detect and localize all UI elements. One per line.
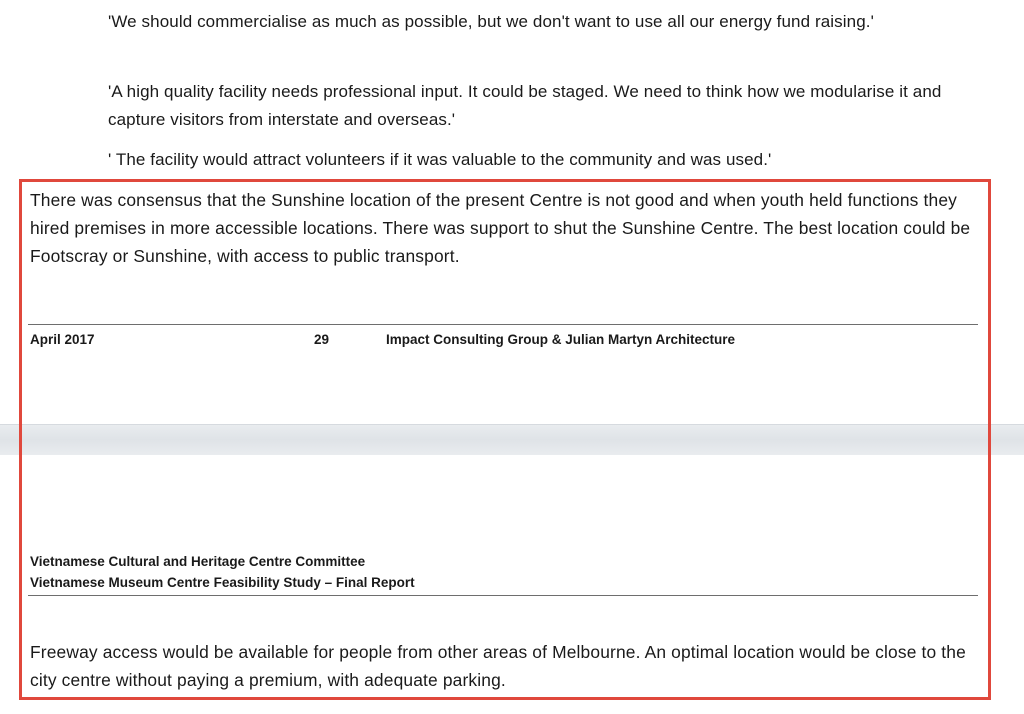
paragraph-freeway-access: Freeway access would be available for people from other areas of Melbourne. An optimal location would be close to the city centre without paying a premium, with adequate parking.: [30, 642, 966, 690]
header-report-title: Vietnamese Museum Centre Feasibility Study – Final Report: [30, 575, 415, 590]
paragraph-sunshine-location: There was consensus that the Sunshine location of the present Centre is not good and when youth held functions they hired premises in more accessible locations. There was support to shut the Sunshine Centre. The best location could be Footscray or Sunshine, with access to public transport.: [30, 190, 971, 266]
footer-date: April 2017: [30, 332, 95, 347]
quote-commercialise: 'We should commercialise as much as possible, but we don't want to use all our energy fund raising.': [108, 12, 874, 31]
quote-volunteers: ' The facility would attract volunteers if it was valuable to the community and was used.': [108, 150, 772, 169]
footer-organisation: Impact Consulting Group & Julian Martyn Architecture: [386, 332, 736, 347]
page-separator: [0, 424, 1024, 456]
footer-divider: [28, 324, 978, 325]
quote-high-quality-facility: 'A high quality facility needs professional input. It could be staged. We need to think how we modularise it and capture visitors from interstate and overseas.': [108, 82, 942, 129]
footer-page-number: 29: [314, 332, 330, 347]
header-divider: [28, 595, 978, 596]
header-committee: Vietnamese Cultural and Heritage Centre Committee: [30, 554, 366, 569]
